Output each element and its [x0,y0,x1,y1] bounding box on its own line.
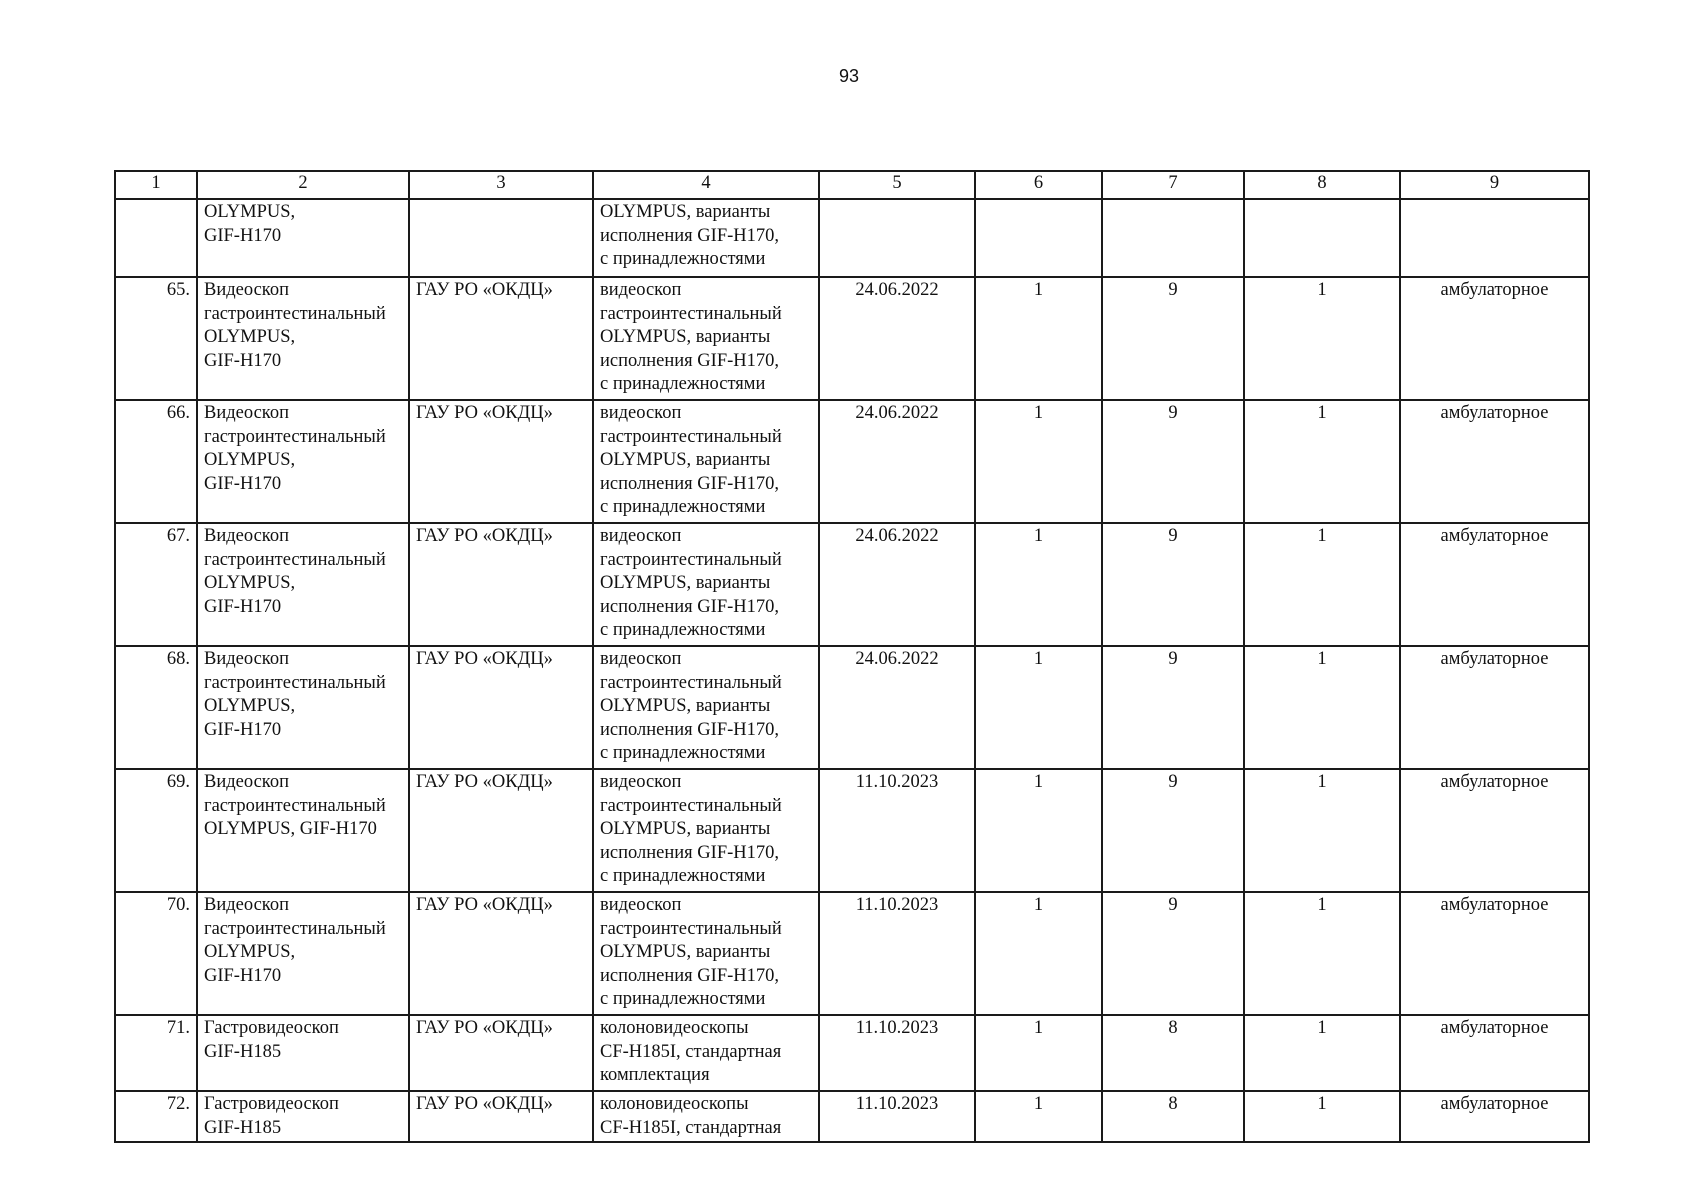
cell-organization: ГАУ РО «ОКДЦ» [409,523,593,646]
column-number-5: 5 [819,171,975,199]
cell-col9: амбулаторное [1400,1091,1589,1142]
cell-date: 11.10.2023 [819,892,975,1015]
cell-num [115,199,197,277]
cell-date: 11.10.2023 [819,1091,975,1142]
page-number: 93 [838,66,860,86]
cell-col6: 1 [975,1015,1102,1091]
cell-col6: 1 [975,646,1102,769]
equipment-table [114,170,1590,1143]
cell-date: 11.10.2023 [819,769,975,892]
cell-description: колоновидеоскопы CF-H185I, стандартная комплектация [593,1015,819,1091]
table-row [115,1091,1589,1142]
cell-col9: амбулаторное [1400,400,1589,523]
column-number-2: 2 [197,171,409,199]
table-row [115,1015,1589,1091]
cell-col8: 1 [1244,646,1400,769]
cell-date: 24.06.2022 [819,277,975,400]
cell-organization: ГАУ РО «ОКДЦ» [409,769,593,892]
cell-num: 66. [115,400,197,523]
cell-organization: ГАУ РО «ОКДЦ» [409,646,593,769]
column-number-6: 6 [975,171,1102,199]
table-row [115,523,1589,646]
cell-description: видеоскоп гастроинтестинальный OLYMPUS, варианты исполнения GIF-H170, с принадлежностями [593,277,819,400]
cell-description: видеоскоп гастроинтестинальный OLYMPUS, варианты исполнения GIF-H170, с принадлежностями [593,646,819,769]
cell-col7: 9 [1102,277,1244,400]
cell-col7: 9 [1102,400,1244,523]
cell-organization [409,199,593,277]
cell-col7: 8 [1102,1091,1244,1142]
table-row [115,277,1589,400]
cell-num: 70. [115,892,197,1015]
cell-col6: 1 [975,892,1102,1015]
cell-col9: амбулаторное [1400,769,1589,892]
cell-equipment-name: Видеоскоп гастроинтестинальный OLYMPUS, GIF-H170 [197,277,409,400]
cell-description: колоновидеоскопы CF-H185I, стандартная [593,1091,819,1142]
cell-equipment-name: Видеоскоп гастроинтестинальный OLYMPUS, GIF-H170 [197,523,409,646]
cell-col9: амбулаторное [1400,892,1589,1015]
cell-col6: 1 [975,1091,1102,1142]
cell-col7 [1102,199,1244,277]
cell-col6 [975,199,1102,277]
cell-equipment-name: Гастровидеоскоп GIF-H185 [197,1091,409,1142]
cell-col7: 9 [1102,769,1244,892]
cell-num: 68. [115,646,197,769]
cell-description: OLYMPUS, варианты исполнения GIF-H170, с принадлежностями [593,199,819,277]
cell-date: 11.10.2023 [819,1015,975,1091]
cell-date: 24.06.2022 [819,646,975,769]
cell-col8: 1 [1244,400,1400,523]
cell-date: 24.06.2022 [819,400,975,523]
cell-description: видеоскоп гастроинтестинальный OLYMPUS, варианты исполнения GIF-H170, с принадлежностями [593,769,819,892]
column-number-1: 1 [115,171,197,199]
cell-organization: ГАУ РО «ОКДЦ» [409,400,593,523]
cell-col9: амбулаторное [1400,1015,1589,1091]
cell-equipment-name: Видеоскоп гастроинтестинальный OLYMPUS, GIF-H170 [197,892,409,1015]
cell-num: 71. [115,1015,197,1091]
column-number-3: 3 [409,171,593,199]
cell-col8: 1 [1244,769,1400,892]
cell-col8 [1244,199,1400,277]
cell-col9: амбулаторное [1400,523,1589,646]
cell-equipment-name: Гастровидеоскоп GIF-H185 [197,1015,409,1091]
cell-col7: 8 [1102,1015,1244,1091]
cell-organization: ГАУ РО «ОКДЦ» [409,1015,593,1091]
cell-col8: 1 [1244,277,1400,400]
cell-col7: 9 [1102,523,1244,646]
cell-num: 69. [115,769,197,892]
cell-equipment-name: Видеоскоп гастроинтестинальный OLYMPUS, GIF-H170 [197,400,409,523]
column-number-7: 7 [1102,171,1244,199]
cell-col6: 1 [975,523,1102,646]
column-number-9: 9 [1400,171,1589,199]
column-number-8: 8 [1244,171,1400,199]
cell-col6: 1 [975,277,1102,400]
cell-equipment-name: Видеоскоп гастроинтестинальный OLYMPUS, GIF-H170 [197,769,409,892]
cell-col7: 9 [1102,892,1244,1015]
cell-equipment-name: OLYMPUS, GIF-H170 [197,199,409,277]
cell-date [819,199,975,277]
cell-organization: ГАУ РО «ОКДЦ» [409,1091,593,1142]
column-number-row [115,171,1589,199]
cell-col9: амбулаторное [1400,277,1589,400]
table-row [115,769,1589,892]
cell-col7: 9 [1102,646,1244,769]
cell-col6: 1 [975,400,1102,523]
cell-num: 67. [115,523,197,646]
cell-col8: 1 [1244,1091,1400,1142]
cell-num: 65. [115,277,197,400]
cell-col9: амбулаторное [1400,646,1589,769]
table-row [115,400,1589,523]
cell-organization: ГАУ РО «ОКДЦ» [409,892,593,1015]
cell-col6: 1 [975,769,1102,892]
cell-description: видеоскоп гастроинтестинальный OLYMPUS, варианты исполнения GIF-H170, с принадлежностями [593,523,819,646]
cell-col9 [1400,199,1589,277]
cell-description: видеоскоп гастроинтестинальный OLYMPUS, варианты исполнения GIF-H170, с принадлежностями [593,892,819,1015]
column-number-4: 4 [593,171,819,199]
cell-col8: 1 [1244,523,1400,646]
cell-organization: ГАУ РО «ОКДЦ» [409,277,593,400]
table-row [115,892,1589,1015]
cell-date: 24.06.2022 [819,523,975,646]
cell-col8: 1 [1244,892,1400,1015]
cell-num: 72. [115,1091,197,1142]
table-row [115,646,1589,769]
cell-col8: 1 [1244,1015,1400,1091]
cell-description: видеоскоп гастроинтестинальный OLYMPUS, варианты исполнения GIF-H170, с принадлежностями [593,400,819,523]
table-row-continuation [115,199,1589,277]
cell-equipment-name: Видеоскоп гастроинтестинальный OLYMPUS, GIF-H170 [197,646,409,769]
